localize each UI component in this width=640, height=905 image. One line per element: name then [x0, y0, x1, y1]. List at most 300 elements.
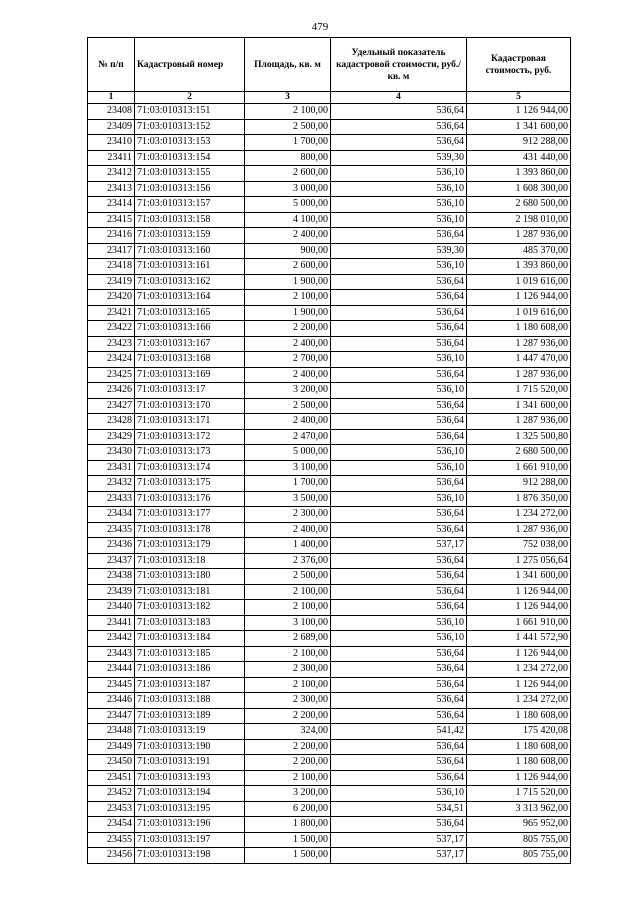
cadastral-value-table [87, 37, 571, 864]
row-number-cell: 23444 [88, 662, 135, 678]
area-cell: 2 470,00 [245, 429, 331, 445]
row-number-cell: 23413 [88, 181, 135, 197]
unit-value-cell: 536,64 [331, 677, 467, 693]
header-area: Площадь, кв. м [245, 38, 331, 92]
table-row [88, 367, 571, 383]
cadastral-value-cell: 912 288,00 [467, 135, 571, 151]
cadastral-value-cell: 1 126 944,00 [467, 677, 571, 693]
unit-value-cell: 536,10 [331, 786, 467, 802]
unit-value-cell: 536,10 [331, 460, 467, 476]
unit-value-cell: 536,64 [331, 600, 467, 616]
unit-value-cell: 536,64 [331, 429, 467, 445]
table-row [88, 321, 571, 337]
row-number-cell: 23434 [88, 507, 135, 523]
cadastral-number-cell: 71:03:010313:179 [135, 538, 245, 554]
table-row [88, 259, 571, 275]
cadastral-number-cell: 71:03:010313:185 [135, 646, 245, 662]
table-row [88, 724, 571, 740]
area-cell: 3 200,00 [245, 383, 331, 399]
header-row-number: № п/п [88, 38, 135, 92]
area-cell: 900,00 [245, 243, 331, 259]
cadastral-value-cell: 1 661 910,00 [467, 615, 571, 631]
area-cell: 2 100,00 [245, 584, 331, 600]
table-row [88, 662, 571, 678]
page-number: 479 [311, 21, 329, 33]
unit-value-cell: 536,64 [331, 693, 467, 709]
row-number-cell: 23447 [88, 708, 135, 724]
row-number-cell: 23431 [88, 460, 135, 476]
column-number: 5 [467, 92, 571, 104]
table-row [88, 383, 571, 399]
table-row [88, 429, 571, 445]
cadastral-value-cell: 1 234 272,00 [467, 693, 571, 709]
table-row [88, 352, 571, 368]
cadastral-value-cell: 1 715 520,00 [467, 383, 571, 399]
header-cadastral-value: Кадастровая стоимость, руб. [467, 38, 571, 92]
row-number-cell: 23410 [88, 135, 135, 151]
cadastral-value-cell: 1 441 572,90 [467, 631, 571, 647]
area-cell: 1 700,00 [245, 135, 331, 151]
unit-value-cell: 536,64 [331, 414, 467, 430]
cadastral-value-cell: 1 126 944,00 [467, 584, 571, 600]
cadastral-value-cell: 2 680 500,00 [467, 197, 571, 213]
cadastral-value-cell: 1 126 944,00 [467, 290, 571, 306]
row-number-cell: 23424 [88, 352, 135, 368]
area-cell: 2 400,00 [245, 367, 331, 383]
unit-value-cell: 536,64 [331, 336, 467, 352]
area-cell: 2 689,00 [245, 631, 331, 647]
cadastral-number-cell: 71:03:010313:193 [135, 770, 245, 786]
row-number-cell: 23438 [88, 569, 135, 585]
area-cell: 2 600,00 [245, 259, 331, 275]
cadastral-value-cell: 431 440,00 [467, 150, 571, 166]
table-row [88, 119, 571, 135]
row-number-cell: 23435 [88, 522, 135, 538]
area-cell: 3 100,00 [245, 615, 331, 631]
cadastral-number-cell: 71:03:010313:171 [135, 414, 245, 430]
row-number-cell: 23443 [88, 646, 135, 662]
cadastral-value-cell: 1 019 616,00 [467, 274, 571, 290]
cadastral-value-cell: 805 755,00 [467, 848, 571, 864]
cadastral-value-cell: 805 755,00 [467, 832, 571, 848]
area-cell: 2 500,00 [245, 569, 331, 585]
column-number: 4 [331, 92, 467, 104]
cadastral-number-cell: 71:03:010313:195 [135, 801, 245, 817]
cadastral-number-cell: 71:03:010313:180 [135, 569, 245, 585]
table-row [88, 197, 571, 213]
unit-value-cell: 536,64 [331, 476, 467, 492]
cadastral-value-cell: 1 287 936,00 [467, 414, 571, 430]
area-cell: 2 400,00 [245, 522, 331, 538]
cadastral-number-cell: 71:03:010313:187 [135, 677, 245, 693]
cadastral-value-cell: 1 341 600,00 [467, 398, 571, 414]
area-cell: 5 000,00 [245, 197, 331, 213]
table-row [88, 135, 571, 151]
cadastral-number-cell: 71:03:010313:162 [135, 274, 245, 290]
table-row [88, 476, 571, 492]
table-row [88, 460, 571, 476]
row-number-cell: 23445 [88, 677, 135, 693]
unit-value-cell: 536,64 [331, 739, 467, 755]
unit-value-cell: 536,64 [331, 135, 467, 151]
row-number-cell: 23437 [88, 553, 135, 569]
table-row [88, 600, 571, 616]
cadastral-value-cell: 2 198 010,00 [467, 212, 571, 228]
cadastral-number-cell: 71:03:010313:159 [135, 228, 245, 244]
cadastral-value-cell: 1 287 936,00 [467, 228, 571, 244]
table-row [88, 631, 571, 647]
row-number-cell: 23439 [88, 584, 135, 600]
area-cell: 1 800,00 [245, 817, 331, 833]
row-number-cell: 23421 [88, 305, 135, 321]
area-cell: 2 600,00 [245, 166, 331, 182]
cadastral-number-cell: 71:03:010313:153 [135, 135, 245, 151]
area-cell: 2 200,00 [245, 321, 331, 337]
cadastral-number-cell: 71:03:010313:173 [135, 445, 245, 461]
cadastral-value-cell: 3 313 962,00 [467, 801, 571, 817]
table-row [88, 243, 571, 259]
row-number-cell: 23442 [88, 631, 135, 647]
unit-value-cell: 536,64 [331, 817, 467, 833]
area-cell: 2 200,00 [245, 708, 331, 724]
cadastral-value-cell: 1 341 600,00 [467, 119, 571, 135]
row-number-cell: 23412 [88, 166, 135, 182]
cadastral-number-cell: 71:03:010313:172 [135, 429, 245, 445]
column-number: 3 [245, 92, 331, 104]
area-cell: 4 100,00 [245, 212, 331, 228]
row-number-cell: 23426 [88, 383, 135, 399]
cadastral-number-cell: 71:03:010313:189 [135, 708, 245, 724]
area-cell: 1 700,00 [245, 476, 331, 492]
cadastral-number-cell: 71:03:010313:152 [135, 119, 245, 135]
row-number-cell: 23453 [88, 801, 135, 817]
area-cell: 5 000,00 [245, 445, 331, 461]
column-number: 1 [88, 92, 135, 104]
table-row [88, 801, 571, 817]
row-number-cell: 23451 [88, 770, 135, 786]
cadastral-number-cell: 71:03:010313:182 [135, 600, 245, 616]
area-cell: 2 100,00 [245, 104, 331, 120]
cadastral-value-cell: 175 420,08 [467, 724, 571, 740]
cadastral-number-cell: 71:03:010313:191 [135, 755, 245, 771]
table-row [88, 228, 571, 244]
unit-value-cell: 536,64 [331, 662, 467, 678]
cadastral-number-cell: 71:03:010313:194 [135, 786, 245, 802]
unit-value-cell: 536,64 [331, 398, 467, 414]
row-number-cell: 23414 [88, 197, 135, 213]
table-row [88, 398, 571, 414]
row-number-cell: 23446 [88, 693, 135, 709]
table-row [88, 553, 571, 569]
row-number-cell: 23419 [88, 274, 135, 290]
area-cell: 1 500,00 [245, 848, 331, 864]
table-row [88, 584, 571, 600]
cadastral-value-cell: 1 325 500,80 [467, 429, 571, 445]
cadastral-value-cell: 2 680 500,00 [467, 445, 571, 461]
area-cell: 2 300,00 [245, 662, 331, 678]
unit-value-cell: 536,10 [331, 615, 467, 631]
table-row [88, 677, 571, 693]
area-cell: 324,00 [245, 724, 331, 740]
unit-value-cell: 537,17 [331, 538, 467, 554]
header-cadastral-number: Кадастровый номер [135, 38, 245, 92]
area-cell: 2 500,00 [245, 119, 331, 135]
cadastral-number-cell: 71:03:010313:168 [135, 352, 245, 368]
unit-value-cell: 539,30 [331, 243, 467, 259]
unit-value-cell: 536,10 [331, 259, 467, 275]
cadastral-value-cell: 1 234 272,00 [467, 507, 571, 523]
cadastral-value-cell: 1 180 608,00 [467, 739, 571, 755]
table-body [88, 104, 571, 864]
table-row [88, 336, 571, 352]
unit-value-cell: 536,10 [331, 181, 467, 197]
header-unit-value: Удельный показатель кадастровой стоимости, руб./кв. м [331, 38, 467, 92]
table-row [88, 104, 571, 120]
unit-value-cell: 536,64 [331, 584, 467, 600]
unit-value-cell: 536,64 [331, 507, 467, 523]
unit-value-cell: 536,64 [331, 569, 467, 585]
row-number-cell: 23416 [88, 228, 135, 244]
unit-value-cell: 536,10 [331, 166, 467, 182]
unit-value-cell: 536,64 [331, 522, 467, 538]
unit-value-cell: 537,17 [331, 848, 467, 864]
cadastral-value-cell: 1 608 300,00 [467, 181, 571, 197]
row-number-cell: 23450 [88, 755, 135, 771]
cadastral-number-cell: 71:03:010313:174 [135, 460, 245, 476]
cadastral-number-cell: 71:03:010313:190 [135, 739, 245, 755]
unit-value-cell: 536,64 [331, 119, 467, 135]
cadastral-value-cell: 1 180 608,00 [467, 321, 571, 337]
area-cell: 3 100,00 [245, 460, 331, 476]
table-row [88, 181, 571, 197]
area-cell: 2 100,00 [245, 600, 331, 616]
cadastral-number-cell: 71:03:010313:17 [135, 383, 245, 399]
table-row [88, 305, 571, 321]
table-row [88, 414, 571, 430]
area-cell: 2 100,00 [245, 646, 331, 662]
cadastral-number-cell: 71:03:010313:176 [135, 491, 245, 507]
unit-value-cell: 536,64 [331, 770, 467, 786]
cadastral-number-cell: 71:03:010313:198 [135, 848, 245, 864]
table-header-row [88, 38, 571, 92]
table-row [88, 786, 571, 802]
row-number-cell: 23436 [88, 538, 135, 554]
cadastral-value-cell: 965 952,00 [467, 817, 571, 833]
row-number-cell: 23432 [88, 476, 135, 492]
column-number: 2 [135, 92, 245, 104]
cadastral-number-cell: 71:03:010313:164 [135, 290, 245, 306]
table-row [88, 445, 571, 461]
cadastral-value-cell: 1 393 860,00 [467, 259, 571, 275]
area-cell: 2 100,00 [245, 677, 331, 693]
table-row [88, 507, 571, 523]
area-cell: 3 200,00 [245, 786, 331, 802]
cadastral-number-cell: 71:03:010313:151 [135, 104, 245, 120]
cadastral-value-cell: 1 019 616,00 [467, 305, 571, 321]
row-number-cell: 23429 [88, 429, 135, 445]
cadastral-value-cell: 1 287 936,00 [467, 522, 571, 538]
table-row [88, 166, 571, 182]
area-cell: 2 500,00 [245, 398, 331, 414]
table-row [88, 832, 571, 848]
row-number-cell: 23456 [88, 848, 135, 864]
table-row [88, 693, 571, 709]
cadastral-value-cell: 1 393 860,00 [467, 166, 571, 182]
cadastral-value-cell: 1 126 944,00 [467, 600, 571, 616]
row-number-cell: 23455 [88, 832, 135, 848]
row-number-cell: 23423 [88, 336, 135, 352]
row-number-cell: 23440 [88, 600, 135, 616]
row-number-cell: 23415 [88, 212, 135, 228]
table-row [88, 708, 571, 724]
unit-value-cell: 536,64 [331, 708, 467, 724]
cadastral-value-cell: 1 287 936,00 [467, 336, 571, 352]
unit-value-cell: 536,64 [331, 755, 467, 771]
row-number-cell: 23420 [88, 290, 135, 306]
table-row [88, 522, 571, 538]
unit-value-cell: 536,64 [331, 646, 467, 662]
unit-value-cell: 536,10 [331, 631, 467, 647]
cadastral-value-cell: 1 341 600,00 [467, 569, 571, 585]
table-row [88, 646, 571, 662]
area-cell: 1 900,00 [245, 305, 331, 321]
row-number-cell: 23418 [88, 259, 135, 275]
area-cell: 3 500,00 [245, 491, 331, 507]
area-cell: 2 200,00 [245, 739, 331, 755]
row-number-cell: 23417 [88, 243, 135, 259]
area-cell: 2 100,00 [245, 770, 331, 786]
unit-value-cell: 539,30 [331, 150, 467, 166]
row-number-cell: 23441 [88, 615, 135, 631]
cadastral-number-cell: 71:03:010313:160 [135, 243, 245, 259]
cadastral-number-cell: 71:03:010313:186 [135, 662, 245, 678]
cadastral-number-cell: 71:03:010313:177 [135, 507, 245, 523]
unit-value-cell: 536,10 [331, 212, 467, 228]
unit-value-cell: 536,64 [331, 104, 467, 120]
area-cell: 800,00 [245, 150, 331, 166]
table-row [88, 848, 571, 864]
cadastral-value-cell: 1 180 608,00 [467, 755, 571, 771]
cadastral-value-cell: 1 661 910,00 [467, 460, 571, 476]
cadastral-number-cell: 71:03:010313:166 [135, 321, 245, 337]
cadastral-number-cell: 71:03:010313:155 [135, 166, 245, 182]
cadastral-number-cell: 71:03:010313:184 [135, 631, 245, 647]
cadastral-value-cell: 1 126 944,00 [467, 104, 571, 120]
cadastral-number-cell: 71:03:010313:161 [135, 259, 245, 275]
cadastral-number-cell: 71:03:010313:154 [135, 150, 245, 166]
table-row [88, 770, 571, 786]
area-cell: 2 376,00 [245, 553, 331, 569]
cadastral-number-cell: 71:03:010313:181 [135, 584, 245, 600]
unit-value-cell: 536,64 [331, 553, 467, 569]
row-number-cell: 23427 [88, 398, 135, 414]
unit-value-cell: 536,10 [331, 491, 467, 507]
cadastral-value-cell: 1 447 470,00 [467, 352, 571, 368]
row-number-cell: 23425 [88, 367, 135, 383]
area-cell: 2 100,00 [245, 290, 331, 306]
cadastral-value-cell: 1 126 944,00 [467, 646, 571, 662]
column-numbering-row [88, 92, 571, 104]
row-number-cell: 23448 [88, 724, 135, 740]
unit-value-cell: 536,64 [331, 305, 467, 321]
row-number-cell: 23411 [88, 150, 135, 166]
unit-value-cell: 534,51 [331, 801, 467, 817]
cadastral-value-cell: 752 038,00 [467, 538, 571, 554]
cadastral-value-cell: 912 288,00 [467, 476, 571, 492]
unit-value-cell: 536,64 [331, 290, 467, 306]
cadastral-value-cell: 1 876 350,00 [467, 491, 571, 507]
table-row [88, 538, 571, 554]
row-number-cell: 23422 [88, 321, 135, 337]
area-cell: 2 700,00 [245, 352, 331, 368]
unit-value-cell: 536,64 [331, 274, 467, 290]
row-number-cell: 23430 [88, 445, 135, 461]
area-cell: 2 400,00 [245, 336, 331, 352]
cadastral-value-cell: 1 275 056,64 [467, 553, 571, 569]
table-row [88, 274, 571, 290]
table-row [88, 739, 571, 755]
area-cell: 2 300,00 [245, 507, 331, 523]
cadastral-number-cell: 71:03:010313:158 [135, 212, 245, 228]
row-number-cell: 23452 [88, 786, 135, 802]
cadastral-number-cell: 71:03:010313:196 [135, 817, 245, 833]
cadastral-number-cell: 71:03:010313:188 [135, 693, 245, 709]
cadastral-number-cell: 71:03:010313:167 [135, 336, 245, 352]
cadastral-value-cell: 1 715 520,00 [467, 786, 571, 802]
table-row [88, 755, 571, 771]
area-cell: 6 200,00 [245, 801, 331, 817]
cadastral-number-cell: 71:03:010313:157 [135, 197, 245, 213]
area-cell: 1 400,00 [245, 538, 331, 554]
cadastral-value-cell: 1 287 936,00 [467, 367, 571, 383]
area-cell: 3 000,00 [245, 181, 331, 197]
table-row [88, 290, 571, 306]
table-row [88, 150, 571, 166]
cadastral-number-cell: 71:03:010313:183 [135, 615, 245, 631]
row-number-cell: 23409 [88, 119, 135, 135]
row-number-cell: 23428 [88, 414, 135, 430]
area-cell: 2 300,00 [245, 693, 331, 709]
cadastral-value-cell: 1 234 272,00 [467, 662, 571, 678]
cadastral-number-cell: 71:03:010313:156 [135, 181, 245, 197]
table-row [88, 817, 571, 833]
unit-value-cell: 536,64 [331, 228, 467, 244]
unit-value-cell: 541,42 [331, 724, 467, 740]
area-cell: 1 500,00 [245, 832, 331, 848]
cadastral-number-cell: 71:03:010313:169 [135, 367, 245, 383]
table-row [88, 491, 571, 507]
cadastral-number-cell: 71:03:010313:178 [135, 522, 245, 538]
cadastral-number-cell: 71:03:010313:18 [135, 553, 245, 569]
row-number-cell: 23433 [88, 491, 135, 507]
cadastral-number-cell: 71:03:010313:175 [135, 476, 245, 492]
cadastral-number-cell: 71:03:010313:19 [135, 724, 245, 740]
table-row [88, 569, 571, 585]
cadastral-value-cell: 1 126 944,00 [467, 770, 571, 786]
cadastral-value-cell: 1 180 608,00 [467, 708, 571, 724]
unit-value-cell: 537,17 [331, 832, 467, 848]
cadastral-number-cell: 71:03:010313:197 [135, 832, 245, 848]
unit-value-cell: 536,10 [331, 197, 467, 213]
cadastral-number-cell: 71:03:010313:165 [135, 305, 245, 321]
cadastral-value-cell: 485 370,00 [467, 243, 571, 259]
unit-value-cell: 536,10 [331, 383, 467, 399]
table-row [88, 212, 571, 228]
table-row [88, 615, 571, 631]
area-cell: 1 900,00 [245, 274, 331, 290]
unit-value-cell: 536,64 [331, 321, 467, 337]
area-cell: 2 400,00 [245, 228, 331, 244]
